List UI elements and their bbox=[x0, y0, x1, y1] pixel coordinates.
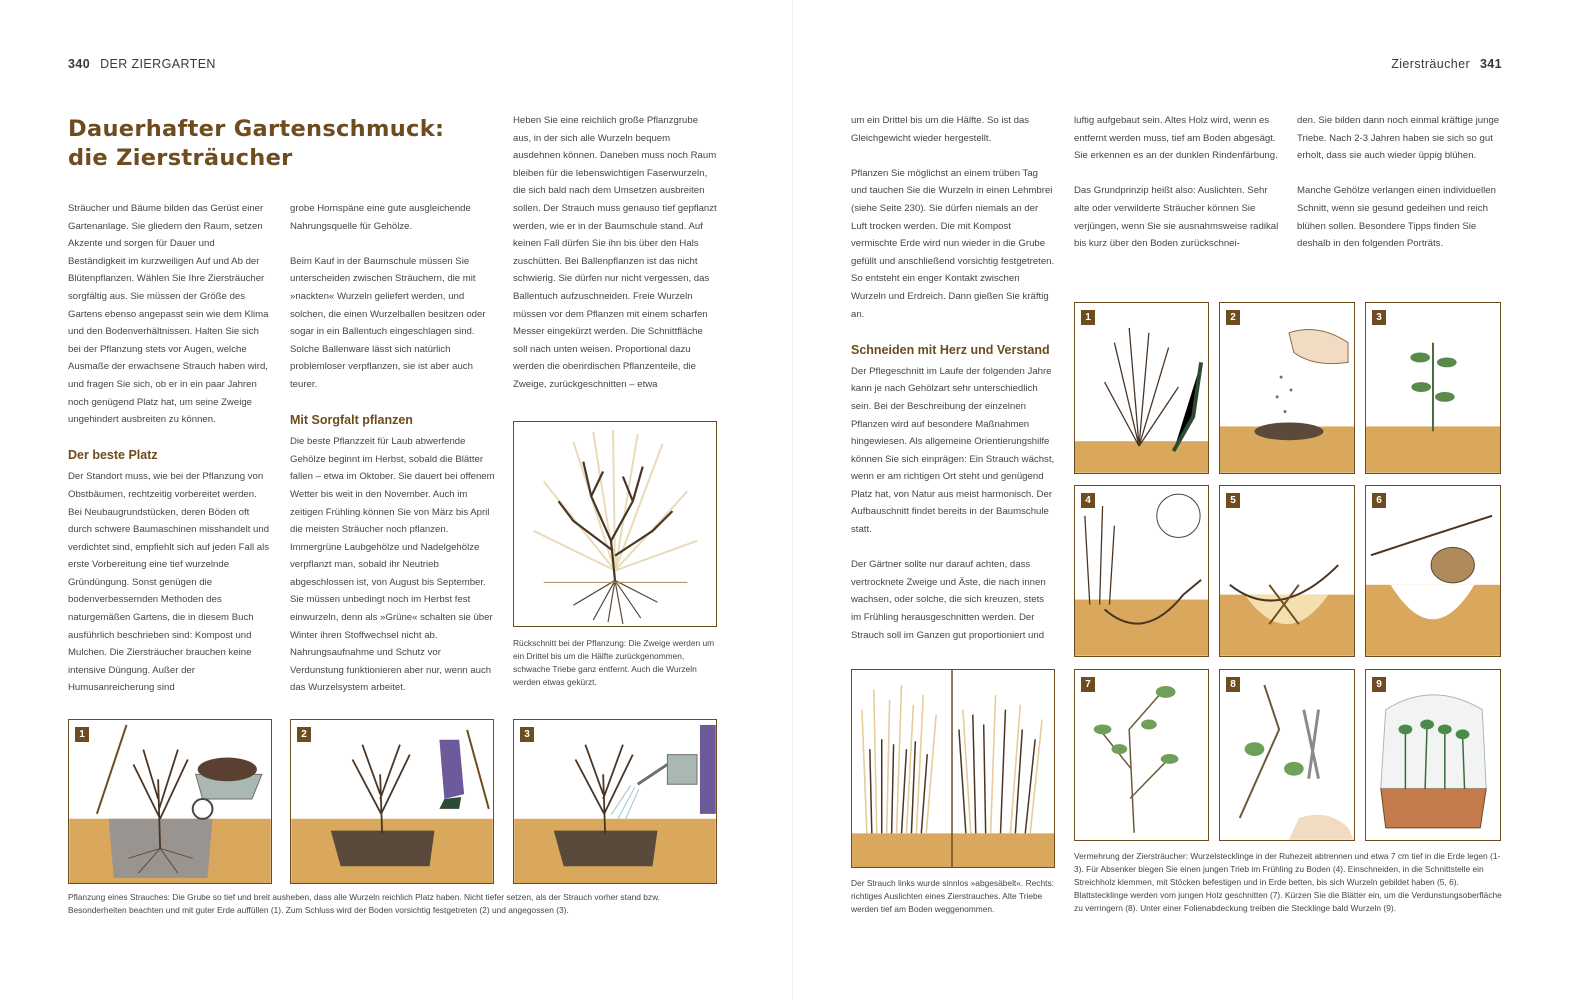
digging-scene bbox=[69, 720, 271, 883]
foil-covered-pot bbox=[1366, 670, 1500, 840]
layering-scene bbox=[1075, 486, 1208, 656]
paragraph: Pflanzen Sie möglichst an einem trüben Tag und tauchen Sie die Wurzeln in einen Lehmbrei (siehe Seite 230). Sie dürfen niemals an der Luft trocken werden. Die mit Kompost vermischte Erde wird nun wieder in die Grube gefüllt und anschließend vorsichtig festgetreten. So entsteht ein enger Kontakt zwischen Wurzeln und Erdreich. Dann gießen Sie kräftig an. bbox=[851, 167, 1055, 320]
root-cutting-scene bbox=[1075, 303, 1208, 473]
sprouting-cutting-scene bbox=[1366, 303, 1500, 473]
propagation-step-9 bbox=[1365, 669, 1501, 841]
section-label: Ziersträucher bbox=[1391, 57, 1471, 71]
paragraph: Die beste Pflanzzeit für Laub abwerfende Gehölze beginnt im Herbst, sobald die Blätter fallen – etwa im Oktober. Sie dauert bei offenem Wetter bis weit in den November. Auch im zeitigen Frühling können Sie von März bis April die meisten Sträucher noch pflanzen. Immergrüne Laubgehölze und Nadelgehölze verpflanzt man, sobald ihr Neutrieb abgeschlossen ist, von August bis September. Sie müssen unbedingt noch im Herbst fest einwurzeln, denn als »Grüne« schalten sie über Winter ihren Stoffwechsel nicht ab. Nahrungsaufnahme und Schutz vor Verdunstung funktionieren aber nur, wenn auch das Wurzelsystem arbeitet. bbox=[290, 436, 495, 694]
propagation-step-1 bbox=[1074, 302, 1209, 474]
right-column-2 bbox=[1074, 112, 1279, 253]
left-column-3 bbox=[513, 112, 718, 394]
title-line-1: Dauerhafter Gartenschmuck: bbox=[68, 116, 445, 142]
step-number: 2 bbox=[1226, 310, 1240, 325]
paragraph: Sträucher und Bäume bilden das Gerüst einer Gartenanlage. Sie gliedern den Raum, setzen Akzente und sorgen für Dauer und Beständigkeit im kurzweiligen Auf und Ab der Blütenpflanzen. Wählen Sie Ihre Ziersträucher sorgfältig aus. Sie müssen der Größe des Gartens ebenso angepasst sein wie dem Klima und den Bodenverhältnissen. Halten Sie sich bei der Pflanzung stets vor Augen, welche Ausmaße der erwachsene Strauch haben wird, und fragen Sie sich, ob er in ein paar Jahren noch genügend Platz hat, um seine Zweige ungehindert ausbreiten zu können. bbox=[68, 203, 269, 426]
right-column-3 bbox=[1297, 112, 1502, 253]
left-column-1 bbox=[68, 200, 273, 697]
paragraph: Beim Kauf in der Baumschule müssen Sie unterscheiden zwischen Sträuchern, die mit »nackten« Wurzeln geliefert werden, und solchen, die einen Wurzelballen besitzen oder sogar in ein Ballentuch eingeschlagen sind. Solche Ballenware lässt sich natürlich problemloser verpflanzen, sie ist aber auch teurer. bbox=[290, 255, 486, 390]
covering-cutting-scene bbox=[1220, 303, 1354, 473]
section-label: DER ZIERGARTEN bbox=[100, 57, 216, 71]
pruning-illustration bbox=[513, 421, 717, 627]
paragraph: um ein Drittel bis um die Hälfte. So ist das Gleichgewicht wieder hergestellt. bbox=[851, 115, 1030, 144]
left-running-head bbox=[68, 57, 216, 71]
right-column-1 bbox=[851, 112, 1056, 644]
page-number: 341 bbox=[1479, 57, 1502, 71]
subheading: Mit Sorgfalt pflanzen bbox=[290, 413, 413, 428]
pruning-caption: Rückschnitt bei der Pflanzung: Die Zweige werden um ein Drittel bis um die Hälfte zurückgenommen, schwache Triebe ganz entfernt. Auch die Wurzeln werden etwas gekürzt. bbox=[513, 638, 715, 687]
step-number: 6 bbox=[1372, 493, 1386, 508]
propagation-step-6 bbox=[1365, 485, 1501, 657]
planting-step-3 bbox=[513, 719, 717, 884]
paragraph: grobe Hornspäne eine gute ausgleichende Nahrungsquelle für Gehölze. bbox=[290, 203, 471, 232]
step-number: 7 bbox=[1081, 677, 1095, 692]
propagation-step-2 bbox=[1219, 302, 1355, 474]
propagation-step-8 bbox=[1219, 669, 1355, 841]
page-number: 340 bbox=[68, 57, 91, 71]
paragraph: Heben Sie eine reichlich große Pflanzgrube aus, in der sich alle Wurzeln bequem ausdehnen können. Daneben muss noch Raum bleiben für die lebenswichtigen Faserwurzeln, die sich bald nach dem Umsetzen ausbreiten sollen. Der Strauch muss genauso tief gepflanzt werden, wie er in der Baumschule stand. Auf keinen Fall dürfen Sie ihn bis über den Hals zuschütten. Bei Ballenpflanzen ist das nicht schwierig. Sie dürfen nur nicht vergessen, das Ballentuch aufzuschneiden. Freie Wurzeln müssen vor dem Pflanzen mit einem scharfen Messer eingekürzt werden. Die Schnittfläche soll nach unten weisen. Proportional dazu werden die oberirdischen Pflanzenteile, die Zweige, zurückgeschnitten – etwa bbox=[513, 115, 717, 390]
title-line-2: die Ziersträucher bbox=[68, 145, 293, 171]
shrub-comparison-drawing bbox=[852, 670, 1054, 867]
paragraph: luftig aufgebaut sein. Altes Holz wird, wenn es entfernt werden muss, tief am Boden abgesägt. Sie erkennen es an der dunklen Rindenfärbung. bbox=[1074, 115, 1278, 162]
planting-caption: Pflanzung eines Strauches: Die Grube so tief und breit ausheben, dass alle Wurzeln reichlich Platz haben. Nicht tiefer setzen, als der Strauch vorher stand bzw. Besonderheiten beachten und mit guter Erde auffüllen (1). Zum Schluss wird der Boden vorsichtig festgetreten (2) und angegossen (3). bbox=[68, 892, 660, 915]
shrub-comparison-illustration bbox=[851, 669, 1055, 868]
propagation-caption: Vermehrung der Ziersträucher: Wurzelstecklinge in der Ruhezeit abtrennen und etwa 7 cm tief in die Erde legen (1-3). Für Absenker biegen Sie einen jungen Trieb im Frühling zu Boden (4). Einschneiden, in die Schnittstelle ein Streichholz klemmen, mit Stöcken befestigen und in Erde betten, bis sich Wurzeln gebildet haben (5, 6). Blattstecklinge werden vom jungen Holz geschnitten (7). Kürzen Sie die Blätter ein, um die Verdunstungsoberfläche zu verringern (8). Unter einer Folienabdeckung treiben die Stecklinge bald Wurzeln (9). bbox=[1074, 851, 1502, 913]
propagation-step-4 bbox=[1074, 485, 1209, 657]
step-number: 3 bbox=[520, 727, 534, 742]
step-number: 5 bbox=[1226, 493, 1240, 508]
subheading: Der beste Platz bbox=[68, 448, 158, 463]
trimming-leaves-scene bbox=[1220, 670, 1354, 840]
pinning-scene bbox=[1220, 486, 1354, 656]
paragraph: Der Pflegeschnitt im Laufe der folgenden Jahre kann je nach Gehölzart sehr unterschiedlich sein. Bei der Beschreibung der einzelnen Pflanzen wird auf besondere Maßnahmen hingewiesen. Als allgemeine Orientierungshilfe können Sie sich einprägen: Ein Strauch wächst, wenn er am richtigen Ort steht und genügend Platz hat, von Natur aus meist harmonisch. Der Aufbauschnitt findet bereits in der Baumschule statt. bbox=[851, 365, 1055, 536]
page-title bbox=[68, 115, 468, 173]
watering-scene bbox=[514, 720, 716, 883]
step-number: 2 bbox=[297, 727, 311, 742]
treading-scene bbox=[291, 720, 493, 883]
paragraph: den. Sie bilden dann noch einmal kräftige junge Triebe. Nach 2-3 Jahren haben sie sich so gut erholt, dass sie auch wieder üppig blühen. bbox=[1297, 115, 1500, 162]
left-column-2 bbox=[290, 200, 495, 697]
step-number: 1 bbox=[75, 727, 89, 742]
pruned-shrub-drawing bbox=[514, 422, 716, 626]
rooted-layer-scene bbox=[1366, 486, 1500, 656]
planting-step-2 bbox=[290, 719, 494, 884]
paragraph: Der Gärtner sollte nur darauf achten, dass vertrocknete Zweige und Äste, die nach innen wachsen, oder solche, die sich kreuzen, stets im Frühling herausgeschnitten werden. Der Strauch soll im Ganzen gut proportioniert und bbox=[851, 559, 1046, 641]
subheading: Schneiden mit Herz und Verstand bbox=[851, 342, 1050, 357]
shrub-caption: Der Strauch links wurde sinnlos »abgesäbelt«. Rechts: richtiges Auslichten eines Zierstrauches. Alte Triebe werden tief am Boden weggenommen. bbox=[851, 878, 1054, 914]
planting-step-1 bbox=[68, 719, 272, 884]
paragraph: Der Standort muss, wie bei der Pflanzung von Obstbäumen, rechtzeitig vorbereitet werden. Bei Neubaugrundstücken, deren Böden oft durch schwere Baumaschinen misshandelt und verdichtet sind, empfiehlt sich auf jeden Fall als erste Vorbereitung eine tief wurzelnde Gründüngung. Sonst genügen die bodenverbessernden Methoden des naturgemäßen Gartens, die in diesem Buch ausführlich beschrieben sind: Kompost und Mulchen. Die Ziersträucher brauchen keine intensive Düngung. Außer der Humusanreicherung sind bbox=[68, 471, 270, 694]
step-number: 9 bbox=[1372, 677, 1386, 692]
paragraph: Das Grundprinzip heißt also: Auslichten. Sehr alte oder verwilderte Sträucher können Sie verjüngen, wenn Sie sie ausnahmsweise radikal bis kurz über den Boden zurückschnei- bbox=[1074, 185, 1279, 250]
step-number: 4 bbox=[1081, 493, 1095, 508]
leaf-cutting-branch bbox=[1075, 670, 1208, 840]
step-number: 8 bbox=[1226, 677, 1240, 692]
right-running-head bbox=[1340, 57, 1502, 71]
step-number: 3 bbox=[1372, 310, 1386, 325]
paragraph: Manche Gehölze verlangen einen individuellen Schnitt, wenn sie gesund gedeihen und reich blühen sollen. Besondere Tipps finden Sie deshalb in den folgenden Porträts. bbox=[1297, 185, 1496, 250]
propagation-step-3 bbox=[1365, 302, 1501, 474]
propagation-step-7 bbox=[1074, 669, 1209, 841]
propagation-step-5 bbox=[1219, 485, 1355, 657]
step-number: 1 bbox=[1081, 310, 1095, 325]
page-gutter bbox=[792, 0, 793, 1000]
